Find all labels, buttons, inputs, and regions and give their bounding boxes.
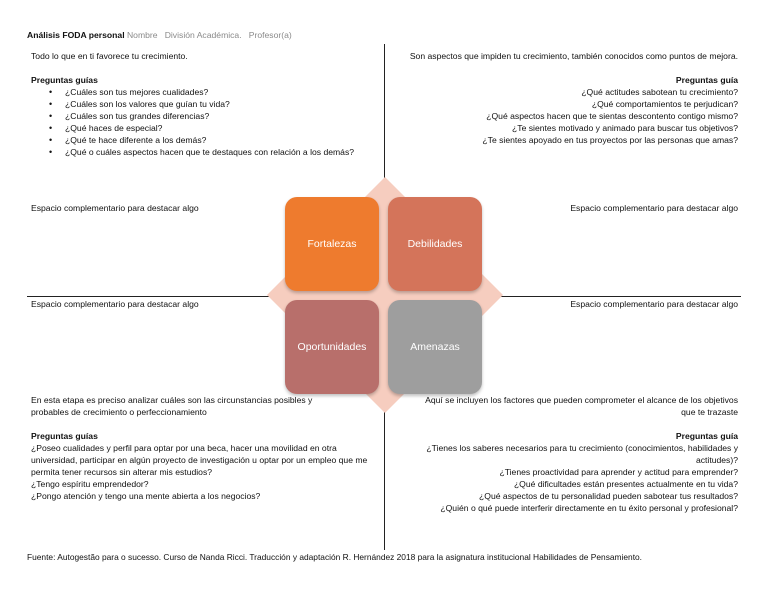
question-item: ¿Qué aspectos de tu personalidad pueden sabotear tus resultados? xyxy=(479,491,738,501)
question-item: ¿Qué actitudes sabotean tu crecimiento? xyxy=(581,87,738,97)
question-item: ¿Tengo espíritu emprendedor? xyxy=(31,479,149,489)
question-item: ¿Te sientes apoyado en tus proyectos por las personas que amas? xyxy=(482,135,738,145)
debilidades-space-label: Espacio complementario para destacar algo xyxy=(570,203,738,213)
amenazas-label: Amenazas xyxy=(410,341,460,353)
fortalezas-section xyxy=(31,50,371,158)
fortalezas-label: Fortalezas xyxy=(307,238,357,250)
oportunidades-box xyxy=(285,300,379,394)
fortalezas-space-label: Espacio complementario para destacar algo xyxy=(31,203,199,213)
oportunidades-section xyxy=(31,394,379,502)
debilidades-section xyxy=(394,50,738,146)
question-item: • ¿Cuáles son tus mejores cualidades? xyxy=(65,86,371,98)
question-item: • ¿Qué haces de especial? xyxy=(65,122,371,134)
debilidades-box xyxy=(388,197,482,291)
oportunidades-space-label: Espacio complementario para destacar algo xyxy=(31,299,199,309)
debilidades-heading: Preguntas guía xyxy=(675,75,738,85)
question-item: • ¿Cuáles son los valores que guían tu vida? xyxy=(65,98,371,110)
question-item: ¿Pongo atención y tengo una mente abierta a los negocios? xyxy=(31,491,261,501)
foda-diagram xyxy=(267,177,503,413)
document-meta: Nombre División Académica. Profesor(a) xyxy=(126,30,292,40)
oportunidades-intro: En esta etapa es preciso analizar cuáles son las circunstancias posibles y probables de crecimiento o perfeccionamiento xyxy=(31,395,313,417)
question-item: ¿Poseo cualidades y perfil para optar por una beca, hacer una movilidad en otra universidad, participar en algún proyecto de investigación u optar por un empleo que me permita tener recursos sin alterar mis estudios? xyxy=(31,443,368,477)
question-item: • ¿Qué te hace diferente a los demás? xyxy=(65,134,371,146)
fortalezas-intro: Todo lo que en ti favorece tu crecimiento. xyxy=(31,51,188,61)
source-footer: Fuente: Autogestão para o sucesso. Curso de Nanda Ricci. Traducción y adaptación R. Hernández 2018 para la asignatura institucional Habilidades de Pensamiento. xyxy=(27,552,643,562)
debilidades-intro: Son aspectos que impiden tu crecimiento, también conocidos como puntos de mejora. xyxy=(409,51,738,61)
fortalezas-questions xyxy=(31,86,371,158)
fortalezas-box xyxy=(285,197,379,291)
question-item: ¿Te sientes motivado y animado para buscar tus objetivos? xyxy=(512,123,738,133)
question-item: ¿Qué dificultades están presentes actualmente en tu vida? xyxy=(513,479,738,489)
amenazas-space-label: Espacio complementario para destacar algo xyxy=(570,299,738,309)
question-item: ¿Tienes proactividad para aprender y actitud para emprender? xyxy=(499,467,738,477)
document-header xyxy=(27,30,292,40)
oportunidades-label: Oportunidades xyxy=(297,341,367,353)
oportunidades-heading: Preguntas guías xyxy=(31,431,98,441)
question-item: ¿Qué comportamientos te perjudican? xyxy=(591,99,738,109)
question-item: ¿Qué aspectos hacen que te sientas descontento contigo mismo? xyxy=(486,111,738,121)
question-item: • ¿Qué o cuáles aspectos hacen que te destaques con relación a los demás? xyxy=(65,146,371,158)
question-item: ¿Tienes los saberes necesarios para tu crecimiento (conocimientos, habilidades y actitudes)? xyxy=(426,443,738,465)
amenazas-section xyxy=(388,394,738,514)
horizontal-divider-right xyxy=(480,296,741,297)
question-item: ¿Quién o qué puede interferir directamente en tu éxito personal y profesional? xyxy=(440,503,738,513)
amenazas-heading: Preguntas guía xyxy=(675,431,738,441)
amenazas-box xyxy=(388,300,482,394)
amenazas-intro: Aquí se incluyen los factores que pueden comprometer el alcance de los objetivos que te trazaste xyxy=(425,395,738,417)
fortalezas-heading: Preguntas guías xyxy=(31,75,98,85)
debilidades-label: Debilidades xyxy=(407,238,463,250)
document-title: Análisis FODA personal xyxy=(27,30,125,40)
question-item: • ¿Cuáles son tus grandes diferencias? xyxy=(65,110,371,122)
horizontal-divider-left xyxy=(27,296,289,297)
